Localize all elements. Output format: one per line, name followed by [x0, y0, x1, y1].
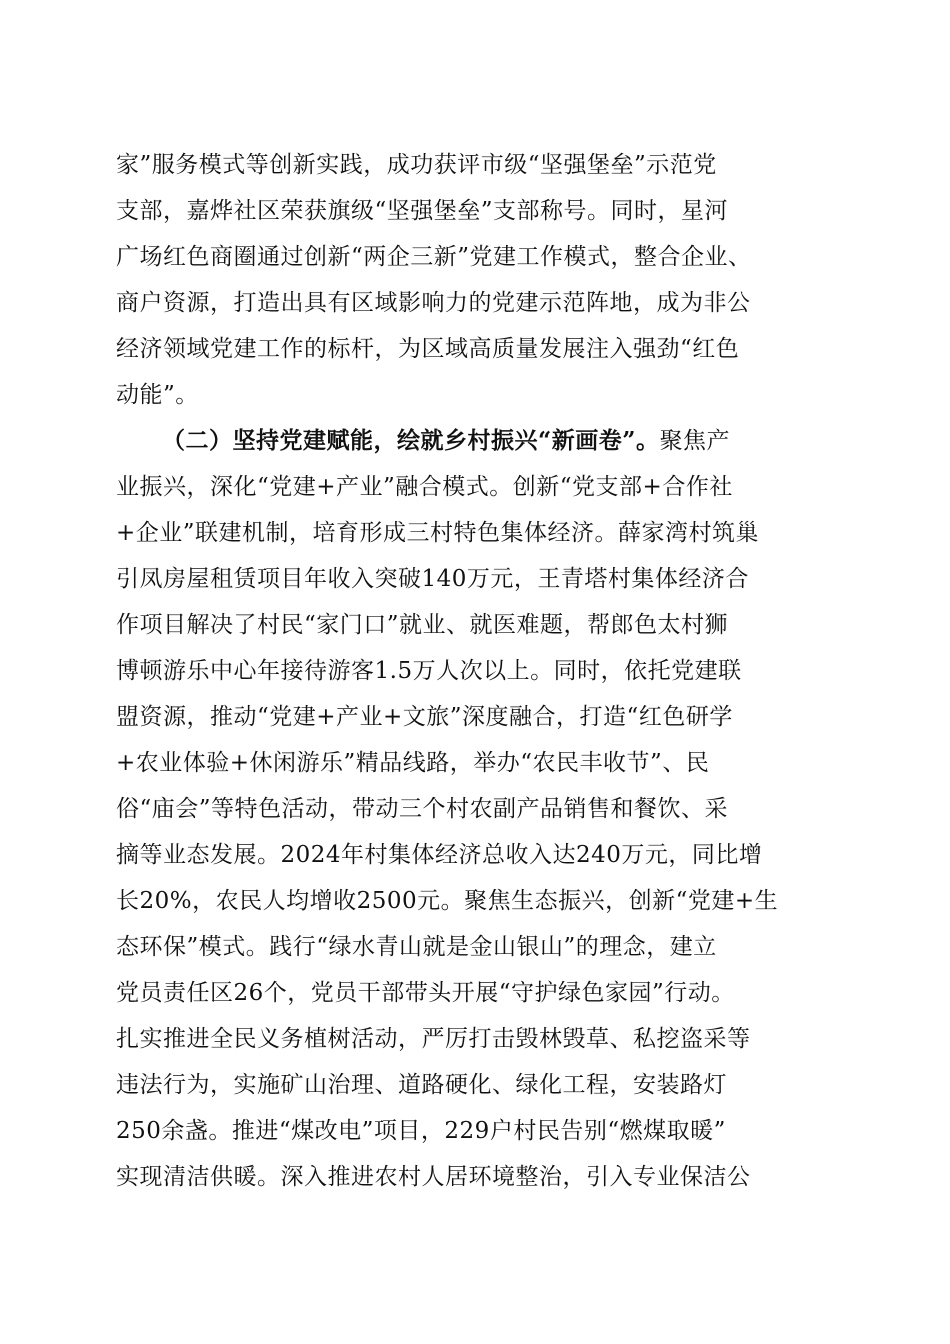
text-line: 态环保”模式。践行“绿水青山就是金山银山”的理念，建立 — [116, 934, 717, 960]
text-line: 家”服务模式等创新实践，成功获评市级“坚强堡垒”示范党 — [116, 152, 717, 178]
text-line: 商户资源，打造出具有区域影响力的党建示范阵地，成为非公 — [116, 290, 751, 316]
text-line: 业振兴，深化“党建+产业”融合模式。创新“党支部+合作社 — [116, 474, 733, 500]
text-line: 党员责任区26个，党员干部带头开展“守护绿色家园”行动。 — [116, 980, 735, 1006]
text-line: 引凤房屋租赁项目年收入突破140万元，王青塔村集体经济合 — [116, 566, 749, 592]
text-line: 博顿游乐中心年接待游客1.5万人次以上。同时，依托党建联 — [116, 658, 742, 684]
paragraph-1 — [116, 142, 836, 418]
text-line: +农业体验+休闲游乐”精品线路，举办“农民丰收节”、民 — [116, 750, 710, 776]
text-line: 违法行为，实施矿山治理、道路硬化、绿化工程，安装路灯 — [116, 1072, 727, 1098]
text-line: 摘等业态发展。2024年村集体经济总收入达240万元，同比增 — [116, 842, 763, 868]
text-line: 支部，嘉烨社区荣获旗级“坚强堡垒”支部称号。同时，星河 — [116, 198, 729, 224]
text-line: 经济领域党建工作的标杆，为区域高质量发展注入强劲“红色 — [116, 336, 740, 362]
text-line: 俗“庙会”等特色活动，带动三个村农副产品销售和餐饮、采 — [116, 796, 729, 822]
paragraph-2-first-line — [116, 418, 836, 464]
text-line: 动能”。 — [116, 382, 199, 408]
paragraph-2 — [116, 418, 836, 1200]
text-line: 作项目解决了村民“家门口”就业、就医难题，帮郎色太村狮 — [116, 612, 729, 638]
body-text — [116, 142, 836, 1200]
text-line: 扎实推进全民义务植树活动，严厉打击毁林毁草、私挖盗采等 — [116, 1026, 751, 1052]
section-heading: （二）坚持党建赋能，绘就乡村振兴“新画卷”。 — [162, 427, 660, 454]
text-line: 广场红色商圈通过创新“两企三新”党建工作模式，整合企业、 — [116, 244, 752, 270]
section-heading-continuation: 聚焦产 — [659, 428, 730, 454]
text-line: +企业”联建机制，培育形成三村特色集体经济。薛家湾村筑巢 — [116, 520, 760, 546]
text-line: 长20%，农民人均增收2500元。聚焦生态振兴，创新“党建+生 — [116, 888, 779, 914]
text-line: 实现清洁供暖。深入推进农村人居环境整治，引入专业保洁公 — [116, 1164, 751, 1190]
text-line: 盟资源，推动“党建+产业+文旅”深度融合，打造“红色研学 — [116, 704, 733, 730]
text-line: 250余盏。推进“煤改电”项目，229户村民告别“燃煤取暖” — [116, 1118, 726, 1144]
